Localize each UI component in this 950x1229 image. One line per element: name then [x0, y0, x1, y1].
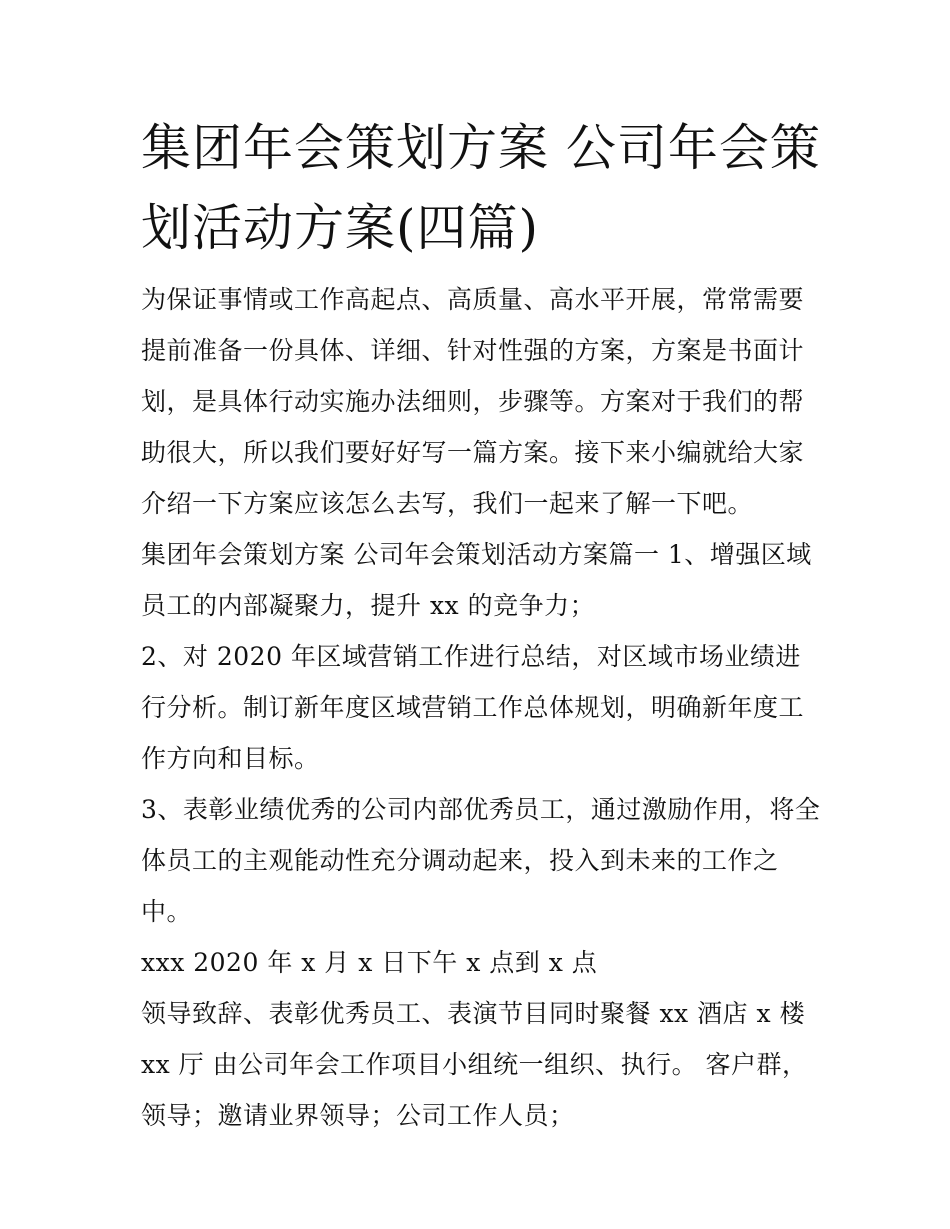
paragraph-objective-3: 3、表彰业绩优秀的公司内部优秀员工，通过激励作用，将全体员工的主观能动性充分调动起来，投入到未来的工作之中。	[141, 795, 821, 926]
paragraph-content: 领导致辞、表彰优秀员工、表演节目同时聚餐 xx 酒店 x 楼 xx 厅 由公司年会工作项目小组统一组织、执行。 客户群，领导；邀请业界领导；公司工作人员；	[141, 999, 808, 1130]
paragraph-objective-2: 2、对 2020 年区域营销工作进行总结，对区域市场业绩进行分析。制订新年度区域营销工作总体规划，明确新年度工作方向和目标。	[141, 642, 805, 773]
paragraph-objective-1: 集团年会策划方案 公司年会策划活动方案篇一 1、增强区域员工的内部凝聚力，提升 xx 的竞争力；	[141, 540, 812, 620]
paragraph-time: xxx 2020 年 x 月 x 日下午 x 点到 x 点	[141, 948, 598, 977]
document-page	[141, 108, 821, 1141]
document-title: 集团年会策划方案 公司年会策划活动方案(四篇)	[141, 119, 821, 257]
paragraph-intro: 为保证事情或工作高起点、高质量、高水平开展，常常需要提前准备一份具体、详细、针对性强的方案，方案是书面计划，是具体行动实施办法细则，步骤等。方案对于我们的帮助很大，所以我们要好好写一篇方案。接下来小编就给大家介绍一下方案应该怎么去写，我们一起来了解一下吧。	[141, 285, 805, 518]
